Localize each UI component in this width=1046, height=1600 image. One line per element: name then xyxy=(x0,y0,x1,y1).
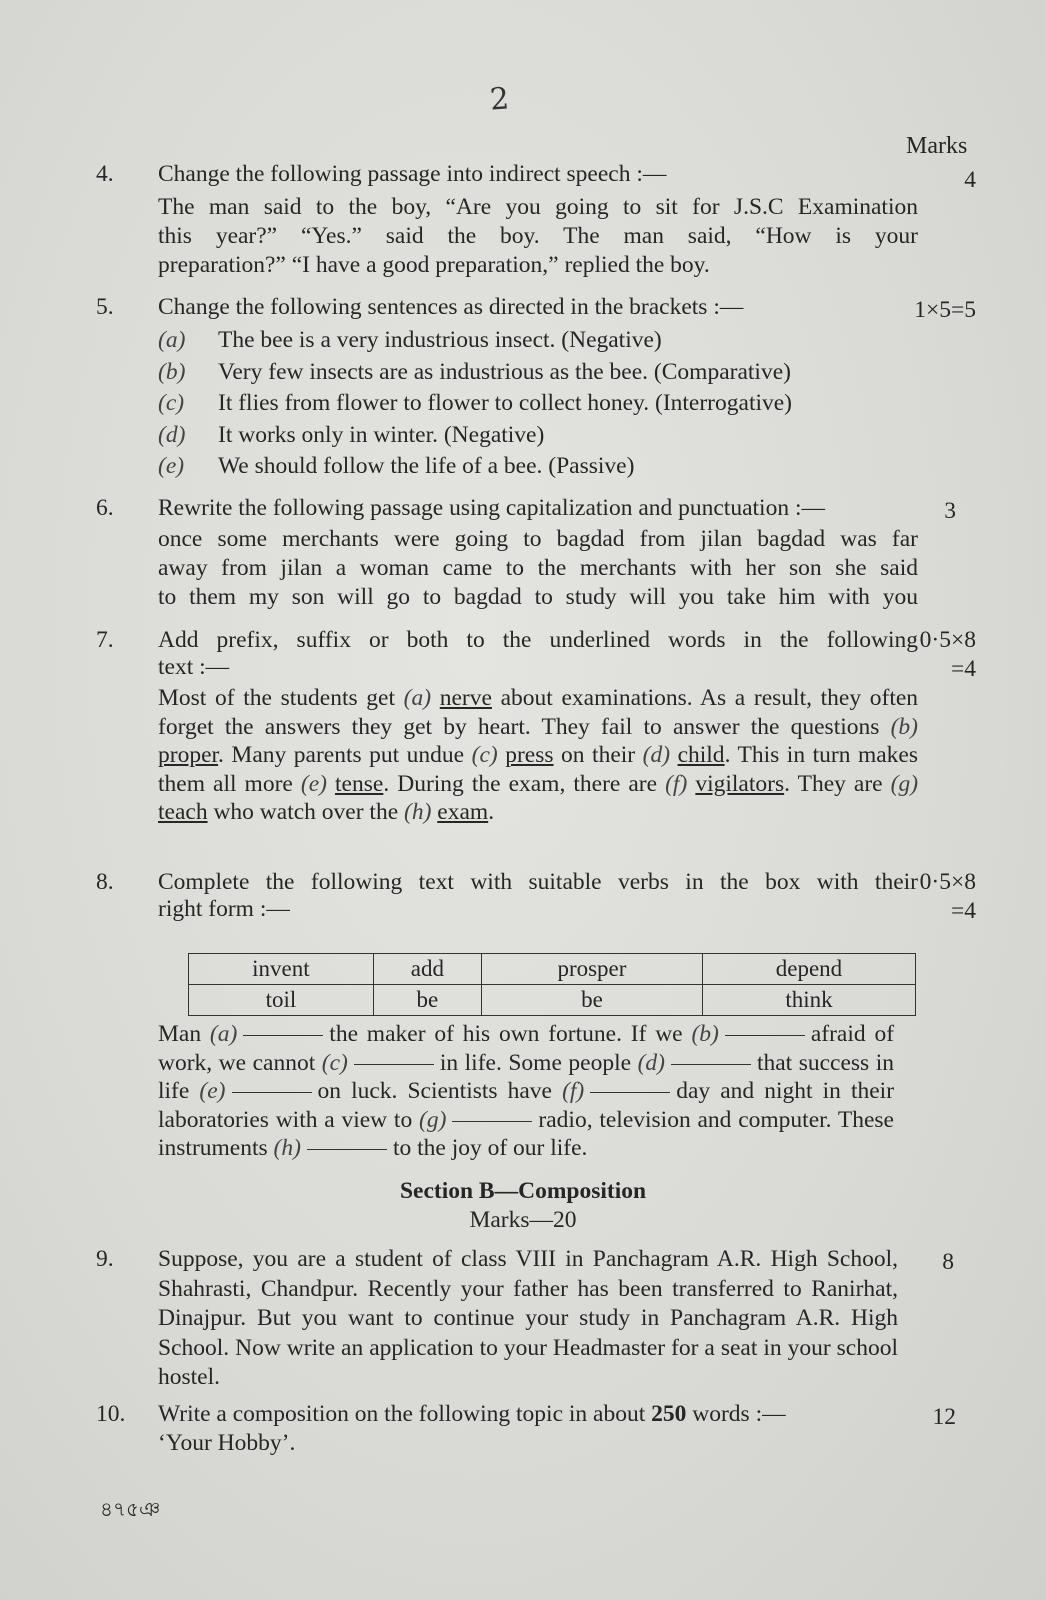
question-5-items xyxy=(158,325,918,483)
blank-line xyxy=(725,1035,805,1036)
item-label: (b) xyxy=(158,358,186,385)
question-6-passage-line-3: to them my son will go to bagdad to study will you take him with you xyxy=(158,584,918,610)
passage-text: the maker of his own fortune. If we xyxy=(329,1021,683,1047)
item-label: (c) xyxy=(158,390,185,416)
list-item xyxy=(158,451,918,483)
passage-text: radio, television and computer. These instruments xyxy=(158,1106,894,1161)
passage-text: day and night in their laboratories with a view to xyxy=(158,1078,895,1133)
list-item xyxy=(158,420,918,452)
question-8-instruction-line-1: Complete the following text with suitable verbs in the box with their xyxy=(158,869,918,895)
question-4-marks: 4 xyxy=(964,167,976,193)
passage-text: about examinations. As a result, they often forget the answers they get by heart. They fail to answer the questions xyxy=(158,685,919,740)
question-4-passage-line-3: preparation?” “I have a good preparation,” replied the boy. xyxy=(158,252,710,278)
footer-code: ৪৭৫ঞ xyxy=(100,1497,161,1521)
question-9-text: Suppose, you are a student of class VIII in Panchagram A.R. High School, Shahrasti, Chandpur. Recently your father has been transferred to Ranirhat, Dinajpur. But you want to continue your study in Panchagram A.R. High School. Now write an application to your Headmaster for a seat in your school hostel. xyxy=(158,1246,898,1390)
blank-line xyxy=(671,1064,751,1065)
blank-label-b: (b) xyxy=(890,713,919,740)
question-number: 5. xyxy=(96,294,114,320)
passage-text: who watch over the xyxy=(213,799,399,825)
blank-label-h: (h) xyxy=(404,799,432,825)
blank-line xyxy=(307,1149,387,1150)
blank-line xyxy=(232,1092,312,1093)
blank-label-g: (g) xyxy=(890,770,919,797)
question-6-instruction: Rewrite the following passage using capitalization and punctuation :— xyxy=(158,495,825,521)
marks-line-1: 0·5×8 xyxy=(919,869,976,895)
blank-label-d: (d) xyxy=(642,742,671,768)
page-number: 2 xyxy=(488,81,511,118)
item-label: (a) xyxy=(158,327,186,353)
passage-text: . During the exam, there are xyxy=(383,770,658,797)
blank-label-e: (e) xyxy=(300,770,327,797)
table-row xyxy=(189,985,916,1016)
item-text: We should follow the life of a bee. (Passive) xyxy=(218,453,635,479)
underlined-word-d: child xyxy=(677,742,725,768)
verb-table xyxy=(188,953,916,1016)
underlined-word-c: press xyxy=(505,742,554,768)
list-item xyxy=(158,388,918,420)
question-5-instruction: Change the following sentences as directed in the brackets :— xyxy=(158,294,744,320)
table-cell: invent xyxy=(189,954,374,985)
question-number: 9. xyxy=(96,1246,114,1272)
blank-line xyxy=(590,1092,670,1093)
table-cell: be xyxy=(481,985,702,1016)
table-row xyxy=(189,954,916,985)
question-7-marks xyxy=(920,626,976,684)
passage-text: Most of the students get xyxy=(158,685,395,711)
question-8-marks xyxy=(920,868,976,926)
question-8-instruction-line-2: right form :— xyxy=(158,896,290,922)
question-10-topic: ‘Your Hobby’. xyxy=(158,1430,296,1456)
blank-label-g: (g) xyxy=(419,1106,447,1133)
underlined-word-e: tense xyxy=(335,770,384,797)
underlined-word-g: teach xyxy=(158,799,208,825)
marks-line-2: =4 xyxy=(950,898,976,924)
section-marks: Marks—20 xyxy=(469,1207,577,1233)
blank-label-b: (b) xyxy=(691,1021,719,1047)
question-5-marks: 1×5=5 xyxy=(914,297,976,323)
question-8-passage xyxy=(158,1020,894,1163)
item-label: (e) xyxy=(158,453,185,479)
question-7-instruction-line-2: text :— xyxy=(158,654,230,680)
underlined-word-f: vigilators xyxy=(695,770,785,797)
table-cell: toil xyxy=(189,985,374,1016)
question-4-passage-line-1: The man said to the boy, “Are you going to sit for J.S.C Examination xyxy=(158,194,918,220)
question-number: 8. xyxy=(96,869,114,895)
question-7-instruction-line-1: Add prefix, suffix or both to the underlined words in the following xyxy=(158,627,918,653)
question-4-passage-line-2: this year?” “Yes.” said the boy. The man said, “How is your xyxy=(158,223,918,249)
blank-label-e: (e) xyxy=(199,1078,226,1104)
underlined-word-a: nerve xyxy=(439,685,492,711)
table-cell: think xyxy=(702,985,915,1016)
underlined-word-h: exam xyxy=(437,799,489,825)
item-text: It works only in winter. (Negative) xyxy=(218,421,545,448)
marks-line-1: 0·5×8 xyxy=(919,627,976,653)
list-item xyxy=(158,357,918,389)
question-number: 7. xyxy=(96,627,114,653)
blank-label-d: (d) xyxy=(637,1049,665,1076)
question-10-marks: 12 xyxy=(932,1404,956,1430)
passage-text: on luck. Scientists have xyxy=(317,1078,552,1104)
question-7-passage xyxy=(158,684,918,827)
passage-text: to the joy of our life. xyxy=(392,1135,588,1161)
question-6-marks: 3 xyxy=(944,498,956,524)
item-label: (d) xyxy=(158,421,186,448)
question-number: 6. xyxy=(96,495,114,521)
underlined-word-b: proper xyxy=(158,742,219,768)
passage-text: that success in life xyxy=(158,1049,894,1104)
blank-line xyxy=(452,1121,532,1122)
marks-line-2: =4 xyxy=(950,656,976,682)
blank-label-a: (a) xyxy=(403,685,432,711)
question-number: 10. xyxy=(96,1401,126,1427)
blank-label-f: (f) xyxy=(562,1078,585,1104)
table-cell: be xyxy=(373,985,481,1016)
blank-label-a: (a) xyxy=(209,1021,238,1047)
list-item xyxy=(158,325,918,357)
question-6-passage-line-1: once some merchants were going to bagdad from jilan bagdad was far xyxy=(158,526,918,552)
blank-label-c: (c) xyxy=(321,1049,348,1076)
blank-label-c: (c) xyxy=(471,742,498,768)
item-text: The bee is a very industrious insect. (Negative) xyxy=(218,327,662,353)
word-count: 250 xyxy=(651,1401,687,1427)
item-text: Very few insects are as industrious as the bee. (Comparative) xyxy=(218,358,791,385)
table-cell: depend xyxy=(702,954,915,985)
section-title: Section B—Composition xyxy=(399,1178,647,1204)
blank-line xyxy=(354,1064,434,1065)
item-text: It flies from flower to flower to collect honey. (Interrogative) xyxy=(218,390,793,416)
blank-label-h: (h) xyxy=(273,1135,301,1161)
passage-text: afraid of work, we cannot xyxy=(158,1021,895,1076)
passage-text: Man xyxy=(158,1021,202,1047)
passage-text: . This in turn makes them all more xyxy=(158,742,919,797)
question-number: 4. xyxy=(96,161,114,187)
table-cell: prosper xyxy=(481,954,702,985)
blank-label-f: (f) xyxy=(665,770,688,797)
passage-text: on their xyxy=(561,742,636,768)
question-6-passage-line-2: away from jilan a woman came to the merchants with her son she said xyxy=(158,555,918,581)
passage-text: in life. Some people xyxy=(439,1049,632,1076)
marks-heading: Marks xyxy=(906,133,968,159)
table-cell: add xyxy=(373,954,481,985)
blank-line xyxy=(243,1035,323,1036)
passage-text: . Many parents put undue xyxy=(218,742,465,768)
passage-text: . xyxy=(488,799,495,825)
question-10-instruction xyxy=(158,1400,918,1429)
passage-text: . They are xyxy=(784,770,883,797)
instruction-text: Write a composition on the following topic in about xyxy=(158,1401,646,1427)
question-9-marks: 8 xyxy=(942,1249,954,1275)
instruction-text: words :— xyxy=(692,1401,786,1427)
question-4-instruction: Change the following passage into indirect speech :— xyxy=(158,161,667,187)
